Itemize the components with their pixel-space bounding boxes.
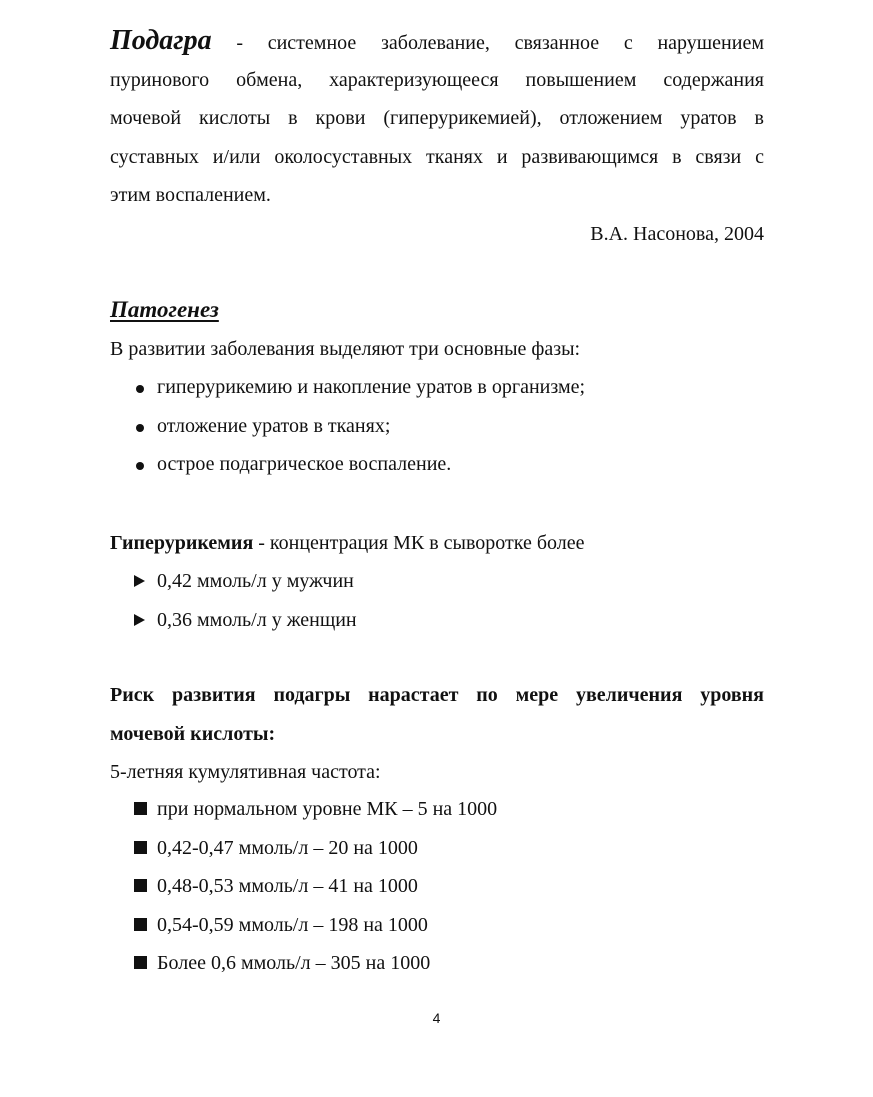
list-item: гиперурикемию и накопление уратов в организме; xyxy=(133,368,585,407)
triangle-bullet-icon xyxy=(133,562,157,601)
hyperuricemia-list xyxy=(133,562,357,639)
hyperuricemia-section xyxy=(110,524,764,563)
bullet-dot-icon xyxy=(133,407,157,446)
pathogenesis-intro: В развитии заболевания выделяют три основные фазы: xyxy=(110,337,581,360)
risk-subtitle: 5-летняя кумулятивная частота: xyxy=(110,761,381,783)
list-item: острое подагрическое воспаление. xyxy=(133,445,585,484)
definition-line-1-text: - системное заболевание, связанное с нарушением xyxy=(211,32,764,54)
risk-heading-line-1: Риск развития подагры нарастает по мере увеличения уровня xyxy=(110,684,764,706)
list-item: при нормальном уровне МК – 5 на 1000 xyxy=(133,790,497,829)
list-item: 0,42-0,47 ммоль/л – 20 на 1000 xyxy=(133,829,497,868)
definition-paragraph xyxy=(110,22,764,253)
pathogenesis-phases-list xyxy=(133,368,585,484)
bullet-dot-icon xyxy=(133,368,157,407)
pathogenesis-section xyxy=(110,291,764,368)
definition-line-2: пуринового обмена, характеризующееся повышением содержания xyxy=(110,68,764,91)
bullet-dot-icon xyxy=(133,445,157,484)
definition-line-5: этим воспалением. xyxy=(110,184,271,206)
list-item: 0,54-0,59 ммоль/л – 198 на 1000 xyxy=(133,906,497,945)
list-item: 0,36 ммоль/л у женщин xyxy=(133,601,357,640)
definition-line-4: суставных и/или околосуставных тканях и развивающимся в связи с xyxy=(110,145,764,168)
hyperuricemia-text: - концентрация МК в сыворотке более xyxy=(253,532,585,554)
square-bullet-icon xyxy=(133,790,157,829)
definition-term: Подагра xyxy=(110,25,212,56)
square-bullet-icon xyxy=(133,829,157,868)
list-item: отложение уратов в тканях; xyxy=(133,407,585,446)
definition-author: В.А. Насонова, 2004 xyxy=(590,222,764,245)
list-item: 0,48-0,53 ммоль/л – 41 на 1000 xyxy=(133,867,497,906)
square-bullet-icon xyxy=(133,867,157,906)
square-bullet-icon xyxy=(133,906,157,945)
square-bullet-icon xyxy=(133,944,157,983)
definition-line-3: мочевой кислоты в крови (гиперурикемией), отложением уратов в xyxy=(110,107,764,129)
page-number: 4 xyxy=(432,1010,441,1026)
risk-section xyxy=(110,676,764,792)
definition-line-1 xyxy=(110,22,764,61)
hyperuricemia-term: Гиперурикемия xyxy=(110,532,254,554)
risk-heading-line-2: мочевой кислоты: xyxy=(110,722,276,745)
triangle-bullet-icon xyxy=(133,601,157,640)
pathogenesis-heading: Патогенез xyxy=(110,297,219,322)
list-item: Более 0,6 ммоль/л – 305 на 1000 xyxy=(133,944,497,983)
hyperuricemia-definition xyxy=(110,524,764,563)
risk-list xyxy=(133,790,497,983)
list-item: 0,42 ммоль/л у мужчин xyxy=(133,562,357,601)
